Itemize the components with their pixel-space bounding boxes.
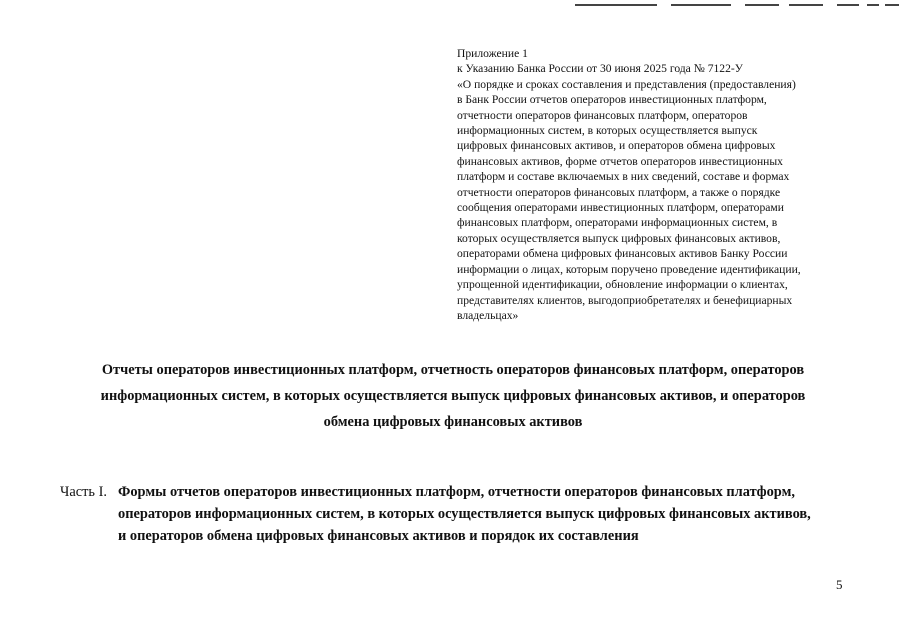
appendix-line: представителях клиентов, выгодоприобретателях и бенефициарных: [457, 293, 793, 307]
appendix-line: к Указанию Банка России от 30 июня 2025 года № 7122-У: [457, 62, 743, 76]
appendix-line: операторами обмена цифровых финансовых активов Банку России: [457, 247, 788, 261]
title-line: информационных систем, в которых осуществляется выпуск цифровых финансовых активов, и операторов: [100, 388, 806, 404]
appendix-line: отчетности операторов финансовых платформ, операторов: [457, 108, 748, 122]
page-number: 5: [836, 577, 843, 592]
appendix-line: которых осуществляется выпуск цифровых финансовых активов,: [457, 231, 781, 245]
part-heading: [118, 481, 858, 547]
appendix-line: финансовых активов, форме отчетов операторов инвестиционных: [457, 154, 783, 168]
appendix-line: сообщения операторами инвестиционных платформ, операторами: [457, 201, 784, 215]
title-line: Отчеты операторов инвестиционных платформ, отчетность операторов финансовых платформ, операторов: [101, 362, 805, 378]
appendix-line: упрощенной идентификации, обновление информации о клиентах,: [457, 278, 788, 292]
title-line: обмена цифровых финансовых активов: [323, 414, 583, 430]
part-label: Часть I.: [60, 484, 107, 500]
part-heading-line: и операторов обмена цифровых финансовых активов и порядок их составления: [118, 528, 639, 544]
appendix-line: отчетности операторов финансовых платформ, а также о порядке: [457, 185, 781, 199]
document-title: [40, 357, 866, 435]
appendix-reference: [457, 46, 887, 323]
part-heading-line: Формы отчетов операторов инвестиционных платформ, отчетности операторов финансовых платформ,: [118, 484, 795, 500]
appendix-line: владельцах»: [457, 308, 519, 322]
appendix-line: платформ и составе включаемых в них сведений, составе и формах: [457, 170, 790, 184]
scan-edge-marks: [575, 4, 905, 8]
appendix-line: «О порядке и сроках составления и представления (предоставления): [457, 77, 796, 91]
appendix-line: информации о лицах, которым поручено проведение идентификации,: [457, 262, 801, 276]
appendix-line: Приложение 1: [457, 47, 528, 60]
appendix-line: финансовых платформ, операторами информационных систем, в: [457, 216, 778, 230]
appendix-line: информационных систем, в которых осуществляется выпуск: [457, 124, 758, 138]
appendix-line: цифровых финансовых активов, и операторов обмена цифровых: [457, 139, 776, 153]
appendix-line: в Банк России отчетов операторов инвестиционных платформ,: [457, 93, 767, 107]
part-heading-line: операторов информационных систем, в которых осуществляется выпуск цифровых финансовых активов,: [118, 506, 811, 522]
